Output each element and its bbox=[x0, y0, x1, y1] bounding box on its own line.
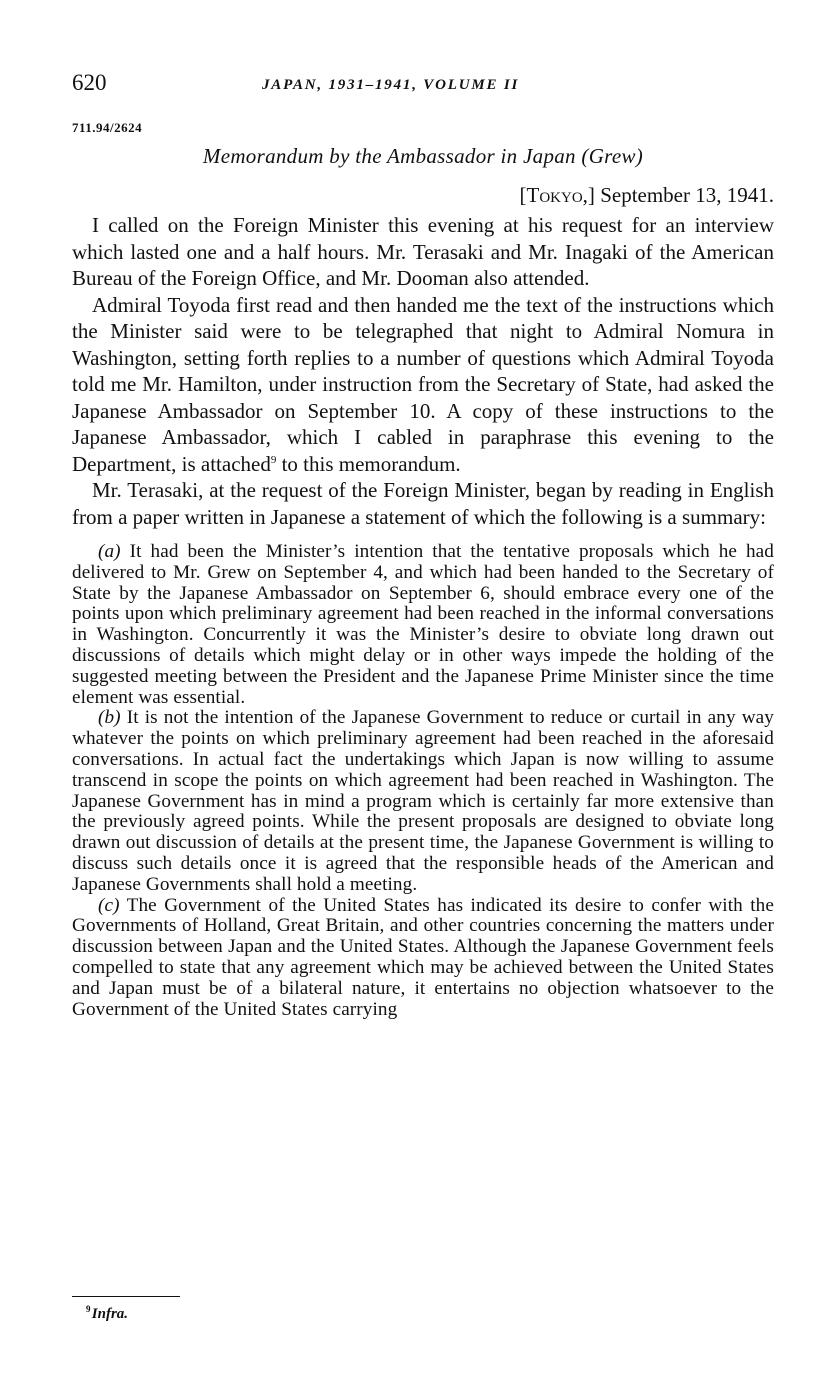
page-number: 620 bbox=[72, 70, 107, 95]
page-header bbox=[72, 70, 774, 110]
footnote-reference[interactable]: 9 bbox=[270, 453, 277, 466]
paragraph-2-tail: to this memorandum. bbox=[276, 451, 461, 476]
summary-item-c-label: (c) bbox=[98, 894, 120, 916]
summary-block bbox=[72, 542, 774, 1020]
summary-item-c bbox=[72, 896, 774, 1021]
paragraph-1: I called on the Foreign Minister this evening at his request for an interview which lasted one and a half hours. Mr. Terasaki and Mr. Inagaki of the American Bureau of the Foreign Office, and Mr. Dooman also attended. bbox=[72, 213, 774, 290]
document-page bbox=[72, 70, 774, 1020]
footnote bbox=[86, 1304, 128, 1323]
footnote-divider bbox=[72, 1296, 180, 1297]
file-number: 711.94/2624 bbox=[72, 120, 143, 135]
summary-item-c-text: The Government of the United States has indicated its desire to confer with the Governments of Holland, Great Britain, and other countries concerning the matters under discussion between Japan and the United States. Although the Japanese Government feels compelled to state that any agreement which may be achieved between the United States and Japan must be of a bilateral nature, it entertains no objection whatsoever to the Government of the United States carrying bbox=[72, 894, 774, 1020]
document-title: Memorandum by the Ambassador in Japan (Grew) bbox=[202, 144, 644, 168]
summary-item-a-label: (a) bbox=[98, 541, 121, 562]
summary-item-b-label: (b) bbox=[98, 707, 121, 729]
footnote-mark: 9 bbox=[86, 1304, 91, 1314]
running-head: JAPAN, 1931–1941, VOLUME II bbox=[262, 77, 520, 93]
paragraph-2-text: Admiral Toyoda first read and then handed me the text of the instructions which the Minister said were to be telegraphed that night to Admiral Nomura in Washington, setting forth replies to a number of questions which Admiral Toyoda told me Mr. Hamilton, under instruction from the Secretary of State, had asked the Japanese Ambassador on September 10. A copy of these instructions to the Japanese Ambassador, which I cabled in paraphrase this evening to the Department, is attached bbox=[72, 292, 774, 476]
paragraph-2 bbox=[72, 292, 774, 478]
summary-item-a bbox=[72, 542, 774, 708]
summary-item-a-text: It had been the Minister’s intention that the tentative proposals which he had delivered to Mr. Grew on September 4, and which had been handed to the Secretary of State by the Japanese Ambassador on September 6, should embrace every one of the points upon which preliminary agreement had been reached in the informal conversations in Washington. Concurrently it was the Minister’s desire to obviate long drawn out discussions of details which might delay or in other ways impede the holding of the suggested meeting between the President and the Japanese Prime Minister since the time element was essential. bbox=[72, 541, 774, 708]
summary-item-b-text: It is not the intention of the Japanese Government to reduce or curtail in any way whatever the points on which preliminary agreement had been reached in the aforesaid conversations. In actual fact the undertakings which Japan is now willing to assume transcend in scope the points on which agreement had been reached in Washington. The Japanese Government has in mind a program which is certainly far more extensive than the previously agreed points. While the present proposals are designed to obviate long drawn out discussion of details at the present time, the Japanese Government is willing to discuss such details once it is agreed that the responsible heads of the American and Japanese Governments shall hold a meeting. bbox=[72, 707, 774, 895]
paragraph-3: Mr. Terasaki, at the request of the Foreign Minister, began by reading in English from a paper written in Japanese a statement of which the following is a summary: bbox=[72, 478, 774, 529]
dateline-date: September 13, 1941. bbox=[600, 183, 774, 207]
summary-item-b bbox=[72, 708, 774, 895]
footnote-text: Infra. bbox=[91, 1306, 129, 1322]
dateline bbox=[72, 183, 774, 208]
dateline-place: [Tokyo,] bbox=[519, 183, 595, 207]
